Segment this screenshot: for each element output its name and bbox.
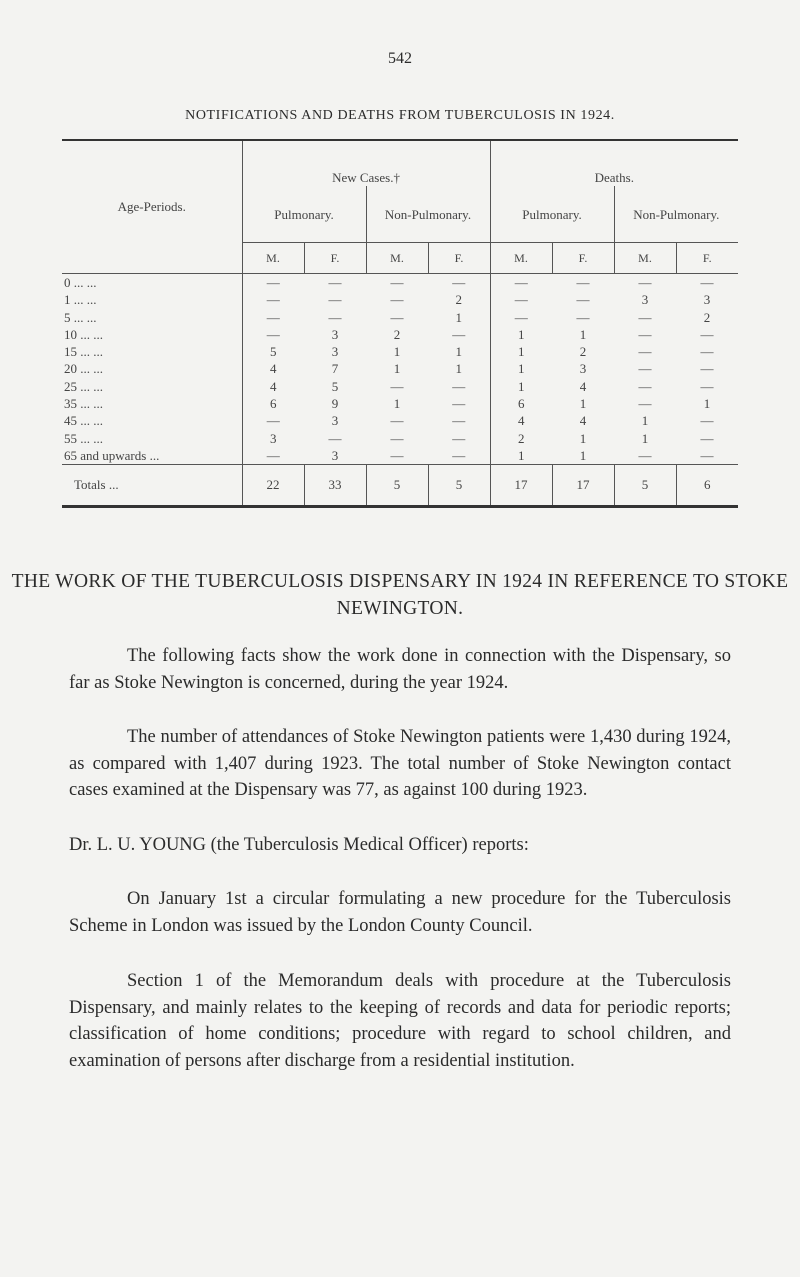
- value-cell: 4: [490, 412, 552, 429]
- value-cell: —: [390, 447, 404, 463]
- value-cell: 17: [490, 465, 552, 507]
- table-row: [62, 360, 738, 377]
- value-cell: 1: [490, 447, 552, 465]
- value-cell: —: [242, 291, 304, 308]
- value-cell: 4: [242, 360, 304, 377]
- col-m: M.: [614, 243, 676, 274]
- value-cell: 3: [641, 292, 649, 308]
- table-row: [62, 412, 738, 429]
- value-cell: —: [576, 275, 590, 290]
- deaths-pulmonary-header: Pulmonary.: [490, 186, 614, 243]
- table-title: NOTIFICATIONS AND DEATHS FROM TUBERCULOSIS IN 1924.: [185, 108, 615, 123]
- value-cell: —: [700, 344, 714, 360]
- value-cell: —: [638, 309, 652, 325]
- value-cell: 1: [490, 326, 552, 343]
- value-cell: 1: [393, 344, 401, 360]
- value-cell: 2: [703, 309, 711, 325]
- value-cell: —: [328, 275, 342, 290]
- value-cell: 4: [579, 413, 587, 429]
- value-cell: 4: [579, 378, 587, 394]
- value-cell: —: [700, 361, 714, 377]
- value-cell: —: [638, 344, 652, 360]
- value-cell: 3: [331, 413, 339, 429]
- value-cell: 3: [242, 430, 304, 447]
- value-cell: —: [490, 274, 552, 292]
- value-cell: 5: [614, 465, 676, 507]
- totals-label: Totals ...: [62, 465, 242, 507]
- value-cell: 1: [455, 309, 462, 325]
- value-cell: —: [452, 413, 466, 429]
- value-cell: —: [328, 309, 342, 325]
- value-cell: —: [452, 378, 466, 394]
- value-cell: 6: [676, 465, 738, 507]
- value-cell: —: [638, 378, 652, 394]
- value-cell: 1: [455, 361, 462, 377]
- paragraph-3: [69, 832, 731, 859]
- value-cell: —: [242, 309, 304, 326]
- value-cell: —: [242, 274, 304, 292]
- table-row: [62, 430, 738, 447]
- value-cell: —: [452, 396, 466, 412]
- paragraph-4: [69, 886, 731, 939]
- value-cell: 1: [490, 378, 552, 395]
- value-cell: 5: [242, 343, 304, 360]
- value-cell: 6: [242, 395, 304, 412]
- value-cell: 1: [490, 360, 552, 377]
- value-cell: —: [328, 430, 342, 446]
- new-cases-non-pulmonary-header: Non-Pulmonary.: [366, 186, 490, 243]
- value-cell: —: [390, 292, 404, 308]
- value-cell: —: [490, 309, 552, 326]
- paragraph-5: [69, 968, 731, 1074]
- new-cases-header: New Cases.†: [242, 140, 490, 186]
- col-f: F.: [552, 243, 614, 274]
- value-cell: 22: [242, 465, 304, 507]
- deaths-non-pulmonary-header: Non-Pulmonary.: [614, 186, 738, 243]
- value-cell: —: [452, 275, 466, 290]
- age-period-cell: 45 ... ...: [64, 413, 103, 429]
- col-f: F.: [428, 243, 490, 274]
- value-cell: 17: [552, 465, 614, 507]
- value-cell: 7: [331, 361, 339, 377]
- deaths-header: Deaths.: [490, 140, 738, 186]
- page-number: 542: [388, 50, 412, 67]
- value-cell: —: [638, 447, 652, 463]
- value-cell: 1: [579, 396, 587, 412]
- value-cell: 1: [455, 344, 462, 360]
- value-cell: 2: [455, 292, 462, 308]
- value-cell: 3: [703, 292, 711, 308]
- value-cell: 1: [393, 396, 401, 412]
- age-period-cell: 20 ... ...: [64, 361, 103, 377]
- paragraph-2-text: The number of attendances of Stoke Newington patients were 1,430 during 1924, as compared with 1,407 during 1923. The total number of Stoke Newington contact cases examined at the Dispensary was 77, as against 100 during 1923.: [69, 727, 731, 800]
- value-cell: —: [700, 378, 714, 394]
- value-cell: —: [390, 309, 404, 325]
- table-row: [62, 343, 738, 360]
- value-cell: 4: [242, 378, 304, 395]
- value-cell: 5: [428, 465, 490, 507]
- section-heading: THE WORK OF THE TUBERCULOSIS DISPENSARY IN 1924 IN REFERENCE TO STOKE NEWINGTON.: [11, 571, 789, 619]
- value-cell: —: [452, 326, 466, 342]
- value-cell: 3: [579, 361, 587, 377]
- value-cell: —: [638, 326, 652, 342]
- value-cell: 1: [641, 430, 649, 446]
- age-period-cell: 1 ... ...: [64, 292, 97, 308]
- value-cell: 9: [331, 396, 339, 412]
- value-cell: —: [576, 309, 590, 325]
- value-cell: —: [390, 413, 404, 429]
- value-cell: 5: [331, 378, 339, 394]
- value-cell: —: [452, 447, 466, 463]
- age-period-cell: 0 ... ...: [64, 275, 97, 290]
- age-period-cell: 15 ... ...: [64, 344, 103, 360]
- paragraph-3-text: Dr. L. U. YOUNG (the Tuberculosis Medical Officer) reports:: [69, 835, 529, 855]
- table-row: [62, 378, 738, 395]
- age-periods-header: Age-Periods.: [62, 140, 242, 274]
- value-cell: 3: [331, 344, 339, 360]
- value-cell: 2: [393, 326, 401, 342]
- value-cell: —: [452, 430, 466, 446]
- paragraph-2: [69, 724, 731, 804]
- value-cell: —: [638, 361, 652, 377]
- age-period-cell: 10 ... ...: [64, 326, 103, 342]
- value-cell: —: [390, 378, 404, 394]
- table-row: [62, 291, 738, 308]
- value-cell: —: [700, 275, 714, 290]
- value-cell: —: [242, 412, 304, 429]
- table-row: [62, 447, 738, 465]
- table-row: [62, 274, 738, 292]
- value-cell: 2: [490, 430, 552, 447]
- value-cell: 1: [490, 343, 552, 360]
- age-period-cell: 5 ... ...: [64, 309, 97, 325]
- value-cell: —: [490, 291, 552, 308]
- col-f: F.: [304, 243, 366, 274]
- value-cell: 1: [579, 447, 587, 463]
- paragraph-5-text: Section 1 of the Memorandum deals with procedure at the Tuberculosis Dispensary, and mainly relates to the keeping of records and data for periodic reports; classification of home conditions; procedure with regard to school children, and examination of persons after discharge from a residential institution.: [69, 971, 731, 1071]
- value-cell: —: [390, 430, 404, 446]
- value-cell: 1: [641, 413, 649, 429]
- value-cell: 6: [490, 395, 552, 412]
- value-cell: —: [390, 275, 404, 290]
- value-cell: 1: [579, 430, 587, 446]
- value-cell: —: [700, 430, 714, 446]
- paragraph-4-text: On January 1st a circular formulating a new procedure for the Tuberculosis Scheme in London was issued by the London County Council.: [69, 889, 731, 936]
- col-m: M.: [242, 243, 304, 274]
- value-cell: —: [700, 413, 714, 429]
- value-cell: 3: [331, 326, 339, 342]
- new-cases-pulmonary-header: Pulmonary.: [242, 186, 366, 243]
- col-m: M.: [366, 243, 428, 274]
- value-cell: —: [700, 447, 714, 463]
- value-cell: 5: [366, 465, 428, 507]
- col-m: M.: [490, 243, 552, 274]
- age-period-cell: 35 ... ...: [64, 396, 103, 412]
- age-period-cell: 65 and upwards ...: [64, 447, 160, 463]
- paragraph-1: [69, 643, 731, 696]
- value-cell: 2: [579, 344, 587, 360]
- age-period-cell: 55 ... ...: [64, 430, 103, 446]
- age-period-cell: 25 ... ...: [64, 378, 103, 394]
- value-cell: 3: [331, 447, 339, 463]
- value-cell: 1: [393, 361, 401, 377]
- col-f: F.: [676, 243, 738, 274]
- tuberculosis-table: [62, 139, 738, 508]
- value-cell: —: [328, 292, 342, 308]
- value-cell: 1: [703, 396, 711, 412]
- value-cell: —: [638, 396, 652, 412]
- value-cell: —: [242, 447, 304, 465]
- table-row: [62, 395, 738, 412]
- value-cell: 1: [579, 326, 587, 342]
- value-cell: 33: [304, 465, 366, 507]
- value-cell: —: [576, 292, 590, 308]
- table-row: [62, 309, 738, 326]
- table-row: [62, 326, 738, 343]
- value-cell: —: [638, 275, 652, 290]
- value-cell: —: [700, 326, 714, 342]
- value-cell: —: [242, 326, 304, 343]
- totals-row: [62, 465, 738, 507]
- paragraph-1-text: The following facts show the work done in connection with the Dispensary, so far as Stoke Newington is concerned, during the year 1924.: [69, 646, 731, 693]
